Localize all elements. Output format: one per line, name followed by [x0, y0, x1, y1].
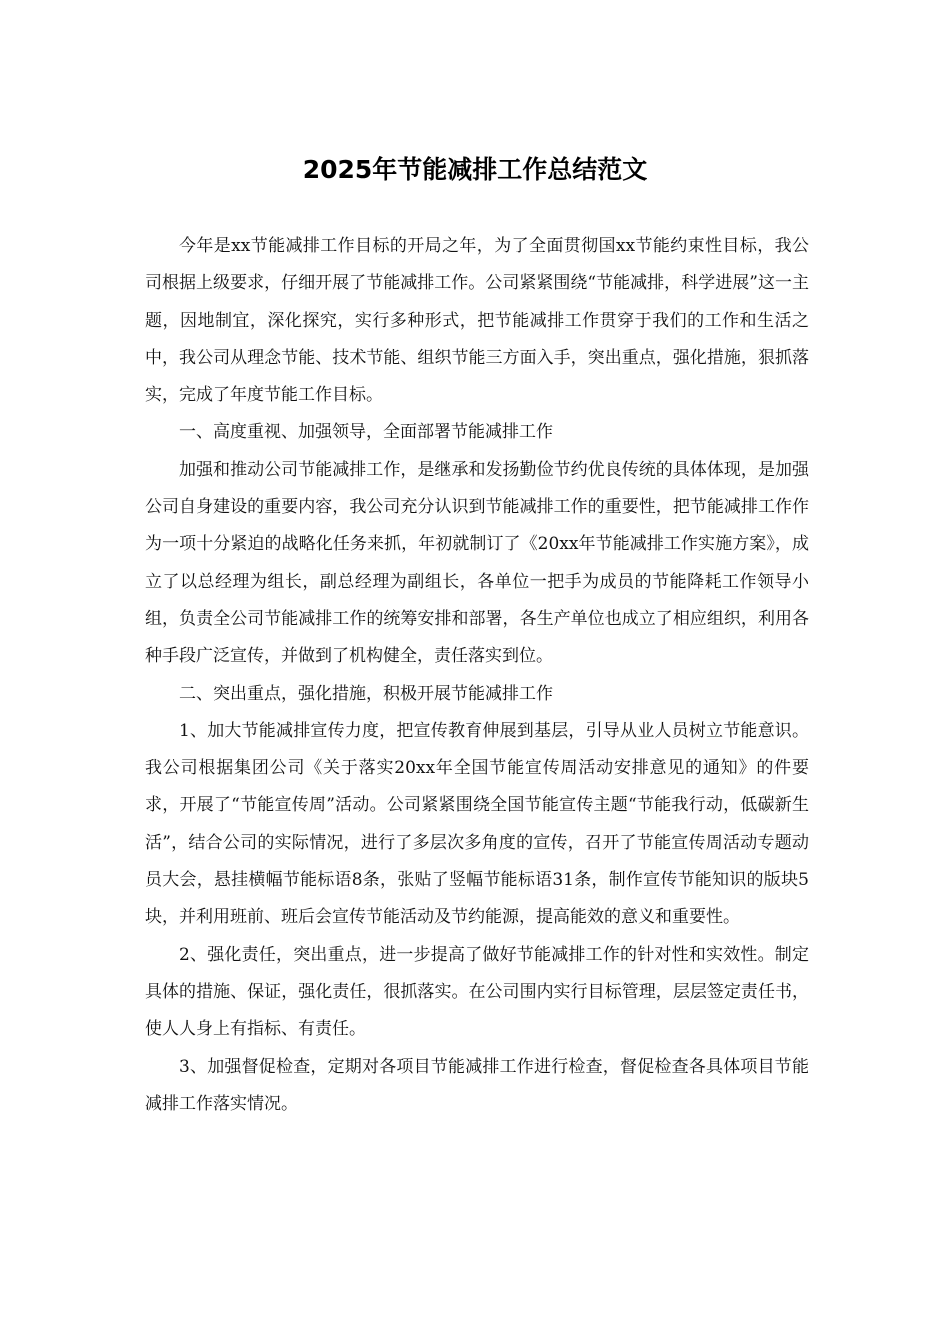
paragraph-item-1: 1、加大节能减排宣传力度，把宣传教育伸展到基层，引导从业人员树立节能意识。我公司根据集团公司《关于落实20xx年全国节能宣传周活动安排意见的通知》的件要求，开展了“节能宣传周”活动。公司紧紧围绕全国节能宣传主题“节能我行动，低碳新生活”，结合公司的实际情况，进行了多层次多角度的宣传，召开了节能宣传周活动专题动员大会，悬挂横幅节能标语8条，张贴了竖幅节能标语31条，制作宣传节能知识的版块5块，并利用班前、班后会宣传节能活动及节约能源，提高能效的意义和重要性。: [145, 720, 809, 928]
paragraph-item-2: 2、强化责任，突出重点，进一步提高了做好节能减排工作的针对性和实效性。制定具体的措施、保证，强化责任，很抓落实。在公司围内实行目标管理，层层签定责任书，使人人身上有指标、有责任。: [145, 944, 809, 1040]
document-title: 2025年节能减排工作总结范文: [302, 155, 648, 184]
document-body: [145, 228, 809, 1123]
section-heading-1: 一、高度重视、加强领导，全面部署节能减排工作: [179, 422, 553, 443]
paragraph-section-1: 加强和推动公司节能减排工作，是继承和发扬勤俭节约优良传统的具体体现，是加强公司自身建设的重要内容，我公司充分认识到节能减排工作的重要性，把节能减排工作作为一项十分紧迫的战略化任务来抓，年初就制订了《20xx年节能减排工作实施方案》，成立了以总经理为组长，副总经理为副组长，各单位一把手为成员的节能降耗工作领导小组，负责全公司节能减排工作的统筹安排和部署，各生产单位也成立了相应组织，利用各种手段广泛宣传，并做到了机构健全，责任落实到位。: [145, 459, 809, 667]
section-heading-2: 二、突出重点，强化措施，积极开展节能减排工作: [179, 683, 553, 704]
paragraph-intro: 今年是xx节能减排工作目标的开局之年，为了全面贯彻国xx节能约束性目标，我公司根据上级要求，仔细开展了节能减排工作。公司紧紧围绕“节能减排，科学进展”这一主题，因地制宜，深化探究，实行多种形式，把节能减排工作贯穿于我们的工作和生活之中，我公司从理念节能、技术节能、组织节能三方面入手，突出重点，强化措施，狠抓落实，完成了年度节能工作目标。: [145, 236, 809, 406]
paragraph-item-3: 3、加强督促检查，定期对各项目节能减排工作进行检查，督促检查各具体项目节能减排工作落实情况。: [145, 1056, 809, 1114]
